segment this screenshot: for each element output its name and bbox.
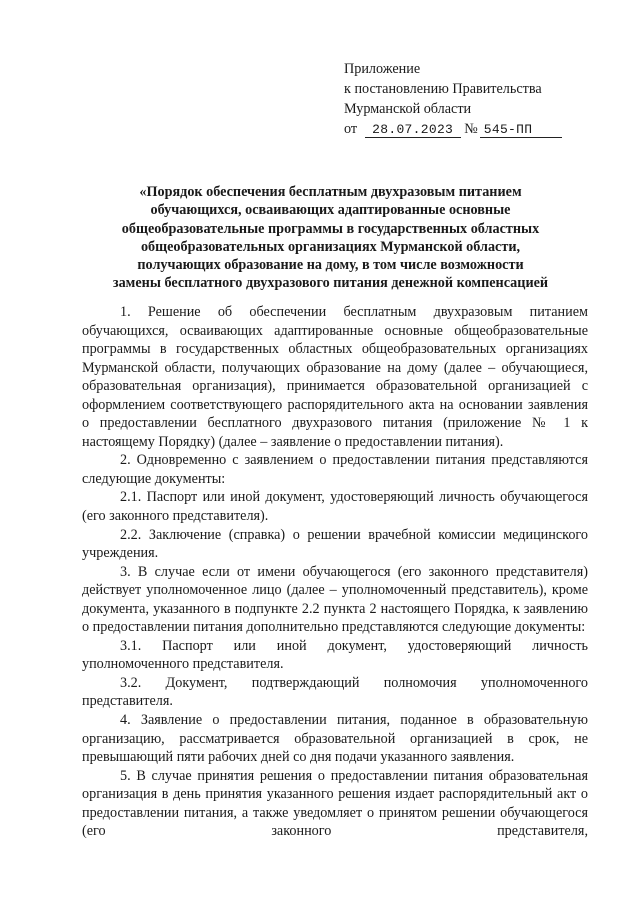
paragraph-4: 4. Заявление о предоставлении питания, поданное в образовательную организацию, рассматривается образовательной организацией в срок, не превышающий пяти рабочих дней со дня подачи указанного заявления. [82,712,588,766]
paragraph-2: 2. Одновременно с заявлением о предоставлении питания представляются следующие документы: [82,452,588,487]
annex-date-number-line [344,119,604,139]
paragraph-3-2: 3.2. Документ, подтверждающий полномочия уполномоченного представителя. [82,674,588,710]
paragraph-2-1: 2.1. Паспорт или иной документ, удостоверяющий личность обучающегося (его законного представителя). [82,489,588,525]
title-line: получающих образование на дому, в том числе возможности [137,257,524,274]
paragraph-5: 5. В случае принятия решения о предоставлении питания образовательная организация в день принятия указанного решения издает распорядительный акт о предоставлении питания, а также уведомляет о принятом решении обучающегося (его законного представителя, [82,767,588,840]
paragraph-1: 1. Решение об обеспечении бесплатным двухразовым питанием обучающихся, осваивающих адаптированные основные общеобразовательные программы в государственных областных общеобразовательных организациях Мурманской области, получающих образование на дому (далее – обучающиеся, образовательная организация), принимается образовательной организацией с оформлением соответствующего распорядительного акта на основании заявления о предоставлении бесплатного двухразового питания (приложение № 1 к настоящему Порядку) (далее – заявление о предоставлении питания). [82,304,588,450]
title-line: общеобразовательные программы в государственных областных [121,220,540,237]
document-title [82,183,579,293]
title-line: обучающихся, осваивающих адаптированные основные [150,202,511,219]
paragraph-2-2: 2.2. Заключение (справка) о решении врачебной комиссии медицинского учреждения. [82,526,588,562]
annex-line-3: Мурманской области [344,101,472,117]
title-line: «Порядок обеспечения бесплатным двухразовым питанием [139,184,522,200]
document-body [82,303,588,841]
annex-line-1: Приложение [344,61,421,77]
title-line: общеобразовательных организациях Мурманской области, [140,238,521,255]
from-label: от [344,121,358,137]
annex-line-2: к постановлению Правительства [344,81,542,97]
paragraph-3-1: 3.1. Паспорт или иной документ, удостоверяющий личность уполномоченного представителя. [82,637,588,673]
number-label: № [464,121,478,137]
title-line: замены бесплатного двухразового питания денежной компенсацией [112,275,549,292]
paragraph-3: 3. В случае если от имени обучающегося (его законного представителя) действует уполномоченное лицо (далее – уполномоченный представитель), кроме документа, указанного в подпункте 2.2 пункта 2 настоящего Порядка, к заявлению о предоставлении питания дополнительно представляются следующие документы: [82,563,588,636]
decree-date: 28.07.2023 [365,122,461,138]
decree-number: 545-ПП [480,122,562,138]
annex-header [344,59,604,139]
